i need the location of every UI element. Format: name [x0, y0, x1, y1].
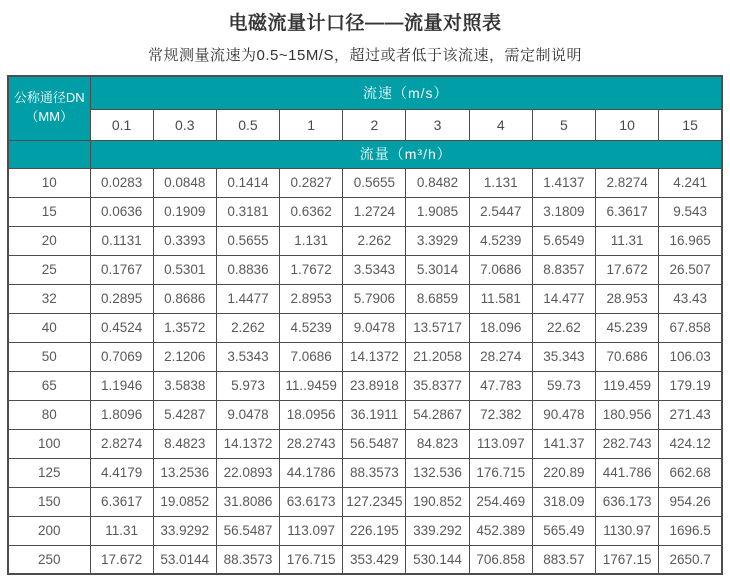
flow-value-cell: 530.144 — [406, 545, 469, 574]
flow-value-cell: 4.5239 — [469, 226, 532, 255]
speed-label-row — [8, 76, 722, 109]
flow-value-cell: 954.26 — [659, 487, 722, 516]
flow-value-cell: 127.2345 — [343, 487, 406, 516]
flow-value-cell: 180.956 — [596, 400, 659, 429]
flow-value-cell: 0.8836 — [216, 255, 279, 284]
dn-cell: 25 — [8, 255, 90, 284]
flow-value-cell: 141.37 — [532, 429, 595, 458]
flow-value-cell: 452.389 — [469, 516, 532, 545]
speed-value-cell: 10 — [596, 109, 659, 140]
flow-value-cell: 662.68 — [659, 458, 722, 487]
flow-value-cell: 3.1809 — [532, 197, 595, 226]
dn-cell: 150 — [8, 487, 90, 516]
flow-value-cell: 0.4524 — [90, 313, 153, 342]
flow-value-cell: 88.3573 — [343, 458, 406, 487]
flow-value-cell: 5.973 — [216, 371, 279, 400]
flow-value-cell: 4.4179 — [90, 458, 153, 487]
flow-value-cell: 7.0686 — [280, 342, 343, 371]
flow-value-cell: 33.9292 — [153, 516, 216, 545]
flow-value-cell: 9.0478 — [343, 313, 406, 342]
flow-value-cell: 28.2743 — [280, 429, 343, 458]
flow-value-cell: 2.8953 — [280, 284, 343, 313]
flow-value-cell: 13.5717 — [406, 313, 469, 342]
flow-value-cell: 132.536 — [406, 458, 469, 487]
dn-cell: 50 — [8, 342, 90, 371]
speed-value-cell: 0.5 — [216, 109, 279, 140]
flow-value-cell: 0.2827 — [280, 168, 343, 197]
flow-value-cell: 70.686 — [596, 342, 659, 371]
flow-value-cell: 22.62 — [532, 313, 595, 342]
flow-value-cell: 16.965 — [659, 226, 722, 255]
flow-value-cell: 0.3393 — [153, 226, 216, 255]
table-row — [8, 487, 722, 516]
speed-value-cell: 0.3 — [153, 109, 216, 140]
flow-value-cell: 1.2724 — [343, 197, 406, 226]
table-row — [8, 371, 722, 400]
flow-value-cell: 28.953 — [596, 284, 659, 313]
flow-value-cell: 56.5487 — [216, 516, 279, 545]
flow-header: 流量（m³/h） — [90, 140, 722, 168]
flow-table-body — [8, 168, 722, 574]
flow-value-cell: 84.823 — [406, 429, 469, 458]
flow-value-cell: 2.262 — [216, 313, 279, 342]
flow-value-cell: 18.0956 — [280, 400, 343, 429]
flow-value-cell: 9.0478 — [216, 400, 279, 429]
table-header — [8, 76, 722, 168]
flow-value-cell: 31.8086 — [216, 487, 279, 516]
flow-value-cell: 424.12 — [659, 429, 722, 458]
dn-cell: 200 — [8, 516, 90, 545]
flow-value-cell: 17.672 — [596, 255, 659, 284]
flow-value-cell: 0.5301 — [153, 255, 216, 284]
flow-value-cell: 0.6362 — [280, 197, 343, 226]
flow-value-cell: 220.89 — [532, 458, 595, 487]
flow-value-cell: 26.507 — [659, 255, 722, 284]
table-row — [8, 284, 722, 313]
flow-value-cell: 1.3572 — [153, 313, 216, 342]
flow-value-cell: 254.469 — [469, 487, 532, 516]
flow-value-cell: 43.43 — [659, 284, 722, 313]
flow-value-cell: 1767.15 — [596, 545, 659, 574]
flow-value-cell: 28.274 — [469, 342, 532, 371]
flow-value-cell: 2.8274 — [596, 168, 659, 197]
flow-value-cell: 11..9459 — [280, 371, 343, 400]
flow-value-cell: 226.195 — [343, 516, 406, 545]
flow-value-cell: 14.1372 — [216, 429, 279, 458]
table-row — [8, 516, 722, 545]
flow-value-cell: 11.31 — [596, 226, 659, 255]
flow-value-cell: 106.03 — [659, 342, 722, 371]
flow-value-cell: 3.5838 — [153, 371, 216, 400]
table-row — [8, 458, 722, 487]
flow-value-cell: 8.8357 — [532, 255, 595, 284]
flow-value-cell: 3.5343 — [343, 255, 406, 284]
speed-values-row — [8, 109, 722, 140]
flow-value-cell: 5.4287 — [153, 400, 216, 429]
flow-value-cell: 318.09 — [532, 487, 595, 516]
flow-value-cell: 63.6173 — [280, 487, 343, 516]
speed-value-cell: 2 — [343, 109, 406, 140]
flow-value-cell: 0.0636 — [90, 197, 153, 226]
dn-cell: 20 — [8, 226, 90, 255]
table-row — [8, 226, 722, 255]
speed-header: 流速（m/s） — [90, 76, 722, 109]
speed-value-cell: 15 — [659, 109, 722, 140]
dn-cell: 10 — [8, 168, 90, 197]
flow-value-cell: 176.715 — [469, 458, 532, 487]
corner-header-dn — [8, 76, 90, 140]
flow-value-cell: 0.1909 — [153, 197, 216, 226]
flow-value-cell: 0.5655 — [216, 226, 279, 255]
flow-value-cell: 113.097 — [469, 429, 532, 458]
flow-value-cell: 0.5655 — [343, 168, 406, 197]
flow-value-cell: 7.0686 — [469, 255, 532, 284]
dn-cell: 32 — [8, 284, 90, 313]
flow-value-cell: 14.477 — [532, 284, 595, 313]
flow-value-cell: 119.459 — [596, 371, 659, 400]
flow-value-cell: 44.1786 — [280, 458, 343, 487]
flow-value-cell: 19.0852 — [153, 487, 216, 516]
flow-value-cell: 35.8377 — [406, 371, 469, 400]
flow-value-cell: 271.43 — [659, 400, 722, 429]
flow-value-cell: 2.5447 — [469, 197, 532, 226]
flow-value-cell: 6.3617 — [90, 487, 153, 516]
flow-value-cell: 353.429 — [343, 545, 406, 574]
speed-value-cell: 1 — [280, 109, 343, 140]
flow-value-cell: 22.0893 — [216, 458, 279, 487]
flow-value-cell: 21.2058 — [406, 342, 469, 371]
flow-value-cell: 0.1414 — [216, 168, 279, 197]
flow-value-cell: 67.858 — [659, 313, 722, 342]
flow-value-cell: 636.173 — [596, 487, 659, 516]
flow-value-cell: 339.292 — [406, 516, 469, 545]
table-row — [8, 313, 722, 342]
speed-value-cell: 3 — [406, 109, 469, 140]
table-row — [8, 168, 722, 197]
corner-header-line2: （MM） — [25, 109, 74, 125]
flow-value-cell: 35.343 — [532, 342, 595, 371]
flow-value-cell: 179.19 — [659, 371, 722, 400]
flow-value-cell: 13.2536 — [153, 458, 216, 487]
flow-value-cell: 56.5487 — [343, 429, 406, 458]
flow-value-cell: 565.49 — [532, 516, 595, 545]
table-row — [8, 429, 722, 458]
flow-value-cell: 0.8482 — [406, 168, 469, 197]
speed-value-cell: 0.1 — [90, 109, 153, 140]
flow-value-cell: 1130.97 — [596, 516, 659, 545]
dn-cell: 15 — [8, 197, 90, 226]
flow-value-cell: 2.262 — [343, 226, 406, 255]
flow-value-cell: 5.6549 — [532, 226, 595, 255]
flow-value-cell: 8.6859 — [406, 284, 469, 313]
flow-value-cell: 72.382 — [469, 400, 532, 429]
flow-value-cell: 5.3014 — [406, 255, 469, 284]
flow-value-cell: 53.0144 — [153, 545, 216, 574]
flow-value-cell: 90.478 — [532, 400, 595, 429]
flow-value-cell: 441.786 — [596, 458, 659, 487]
flow-value-cell: 9.543 — [659, 197, 722, 226]
flow-value-cell: 1.1946 — [90, 371, 153, 400]
flow-value-cell: 1.9085 — [406, 197, 469, 226]
dn-cell: 80 — [8, 400, 90, 429]
flow-value-cell: 4.5239 — [280, 313, 343, 342]
flow-value-cell: 282.743 — [596, 429, 659, 458]
flow-value-cell: 1696.5 — [659, 516, 722, 545]
flow-value-cell: 6.3617 — [596, 197, 659, 226]
page-title: 电磁流量计口径——流量对照表 — [228, 13, 502, 34]
flow-header-spacer-cell — [8, 140, 90, 168]
flow-value-cell: 3.3929 — [406, 226, 469, 255]
flow-value-cell: 1.7672 — [280, 255, 343, 284]
flow-label-row — [8, 140, 722, 168]
speed-value-cell: 5 — [532, 109, 595, 140]
flow-value-cell: 0.3181 — [216, 197, 279, 226]
flow-value-cell: 18.096 — [469, 313, 532, 342]
table-row — [8, 400, 722, 429]
flow-value-cell: 8.4823 — [153, 429, 216, 458]
speed-value-cell: 4 — [469, 109, 532, 140]
flow-value-cell: 59.73 — [532, 371, 595, 400]
flow-value-cell: 5.7906 — [343, 284, 406, 313]
flow-value-cell: 2.1206 — [153, 342, 216, 371]
flow-value-cell: 0.0283 — [90, 168, 153, 197]
dn-cell: 65 — [8, 371, 90, 400]
flow-value-cell: 47.783 — [469, 371, 532, 400]
flow-comparison-table — [7, 75, 723, 575]
flow-value-cell: 0.1767 — [90, 255, 153, 284]
flow-value-cell: 36.1911 — [343, 400, 406, 429]
corner-header-line1: 公称通径DN — [13, 90, 85, 106]
flow-value-cell: 4.241 — [659, 168, 722, 197]
flow-value-cell: 0.7069 — [90, 342, 153, 371]
flow-value-cell: 0.1131 — [90, 226, 153, 255]
dn-cell: 100 — [8, 429, 90, 458]
table-row — [8, 342, 722, 371]
flow-value-cell: 190.852 — [406, 487, 469, 516]
flow-value-cell: 113.097 — [280, 516, 343, 545]
flow-value-cell: 11.31 — [90, 516, 153, 545]
dn-cell: 125 — [8, 458, 90, 487]
flow-value-cell: 1.131 — [469, 168, 532, 197]
table-row — [8, 197, 722, 226]
flow-value-cell: 54.2867 — [406, 400, 469, 429]
flow-value-cell: 0.8686 — [153, 284, 216, 313]
flow-value-cell: 706.858 — [469, 545, 532, 574]
page-subtitle: 常规测量流速为0.5~15M/S，超过或者低于该流速，需定制说明 — [148, 47, 582, 64]
flow-value-cell: 14.1372 — [343, 342, 406, 371]
flow-value-cell: 11.581 — [469, 284, 532, 313]
flow-value-cell: 23.8918 — [343, 371, 406, 400]
dn-cell: 40 — [8, 313, 90, 342]
flow-value-cell: 45.239 — [596, 313, 659, 342]
table-row — [8, 255, 722, 284]
flow-value-cell: 1.8096 — [90, 400, 153, 429]
flow-value-cell: 88.3573 — [216, 545, 279, 574]
flow-value-cell: 3.5343 — [216, 342, 279, 371]
flow-value-cell: 2.8274 — [90, 429, 153, 458]
flow-value-cell: 883.57 — [532, 545, 595, 574]
flow-value-cell: 0.2895 — [90, 284, 153, 313]
flow-value-cell: 1.4477 — [216, 284, 279, 313]
flow-value-cell: 17.672 — [90, 545, 153, 574]
flow-value-cell: 2650.7 — [659, 545, 722, 574]
flow-value-cell: 1.4137 — [532, 168, 595, 197]
table-row — [8, 545, 722, 574]
flow-value-cell: 176.715 — [280, 545, 343, 574]
flow-value-cell: 0.0848 — [153, 168, 216, 197]
flow-value-cell: 1.131 — [280, 226, 343, 255]
dn-cell: 250 — [8, 545, 90, 574]
